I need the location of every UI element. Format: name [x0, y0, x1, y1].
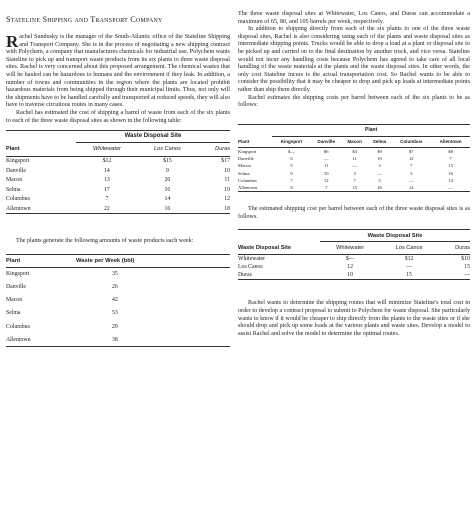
- table-cell: —: [406, 264, 412, 271]
- table-cell: 16: [164, 205, 171, 212]
- table-cell: 26: [112, 284, 118, 291]
- table4-group-header: Waste Disposal Site: [320, 230, 470, 242]
- table-row: [238, 155, 470, 162]
- table-cell: 3: [378, 163, 381, 169]
- row-label: Danville: [238, 155, 254, 161]
- plant-to-plant-cost-table: [238, 124, 470, 192]
- waste-amount-paragraph: The plants generate the following amounts of waste products each week:: [16, 238, 194, 245]
- table-cell: $4: [352, 148, 357, 154]
- table-row: [238, 177, 470, 184]
- table-row: [6, 267, 230, 280]
- table-cell: 12: [323, 177, 329, 183]
- table-cell: 14: [448, 177, 453, 183]
- table-cell: 42: [112, 297, 118, 304]
- table1-group-header: Waste Disposal Site: [76, 131, 230, 143]
- row-label: Kingsport: [6, 158, 30, 165]
- table-cell: $15: [163, 158, 172, 165]
- table1-header: Plant: [6, 145, 20, 152]
- table4-header: Los Canos: [395, 245, 423, 252]
- table-cell: —: [464, 272, 470, 279]
- site-to-site-cost-table: [238, 229, 470, 280]
- table-cell: 11: [323, 163, 329, 169]
- row-label: Duras: [238, 272, 252, 279]
- table4-header: Whitewater: [336, 245, 365, 252]
- row-label: Macon: [6, 177, 23, 184]
- table3-header: Danville: [317, 139, 336, 145]
- table-cell: 10: [377, 155, 382, 161]
- table-cell: $9: [377, 148, 382, 154]
- table-cell: $12: [404, 256, 414, 263]
- table1-header: Los Canos: [154, 146, 181, 153]
- table-cell: 14: [409, 185, 414, 191]
- table-cell: 11: [224, 177, 230, 184]
- plant-cost-intro-paragraph: Rachel estimates the shipping costs per barrel between each of the six plants to be as follows:: [238, 94, 470, 109]
- table3-group-header: Plant: [272, 124, 470, 136]
- table-row: [238, 255, 470, 263]
- table-cell: 9: [290, 170, 293, 176]
- table-row: [6, 185, 230, 195]
- waste-per-week-table: [6, 254, 230, 347]
- table-cell: 16: [377, 185, 382, 191]
- table-cell: —: [448, 185, 453, 191]
- table-row: [6, 156, 230, 166]
- table-row: [6, 166, 230, 176]
- left-column: [6, 0, 230, 347]
- table-cell: 20: [164, 177, 171, 184]
- row-label: Macon: [238, 163, 251, 169]
- table-cell: 10: [323, 170, 329, 176]
- table-cell: 7: [325, 185, 328, 191]
- table-cell: 29: [112, 323, 118, 330]
- table-cell: $7: [409, 148, 414, 154]
- table-cell: $—: [345, 256, 355, 263]
- table-cell: 18: [224, 205, 230, 212]
- task-paragraph: Rachel wants to determine the shipping routes that will minimize Stateline's total cost in order to develop a contract proposal to submit to Polychem for waste disposal. She particularly wants to know if it would be cheaper to ship directly from the plants to the waste sites or if she should drop and pick up some loads at the various plants and waste sites. Develop a model to assist Rachel and solve the model to determine the optimal routes.: [238, 300, 470, 337]
- table-cell: 12: [347, 264, 354, 271]
- table-row: [6, 175, 230, 185]
- row-label: Columbus: [6, 196, 30, 203]
- table-cell: 15: [406, 272, 412, 279]
- table-cell: 16: [448, 170, 453, 176]
- table-cell: 17: [104, 186, 110, 193]
- row-label: Danville: [6, 167, 26, 174]
- row-label: Macon: [6, 297, 23, 304]
- table3-header: Kingsport: [280, 139, 303, 145]
- table-cell: 16: [164, 186, 171, 193]
- plant-to-site-cost-table: [6, 130, 230, 214]
- table1-header: Duras: [215, 146, 230, 153]
- table-row: [6, 204, 230, 214]
- row-label: Selma: [238, 170, 250, 176]
- table-cell: —: [352, 163, 357, 169]
- table-cell: 22: [104, 205, 110, 212]
- table-cell: 13: [104, 177, 110, 184]
- table-cell: —: [323, 155, 329, 161]
- table-row: [238, 263, 470, 271]
- table-cell: 15: [352, 185, 357, 191]
- row-label: Allentown: [6, 205, 31, 212]
- table-cell: 7: [449, 155, 452, 161]
- table-row: [6, 280, 230, 293]
- table-row: [6, 307, 230, 320]
- table-cell: $6: [323, 148, 329, 154]
- row-label: Whitewater: [238, 256, 266, 263]
- table-cell: —: [409, 177, 414, 183]
- table2-header: Plant: [6, 257, 21, 264]
- table3-header: Columbus: [400, 139, 423, 145]
- table-row: [238, 147, 470, 154]
- table-cell: 15: [448, 163, 453, 169]
- table-row: [6, 320, 230, 333]
- table-cell: 10: [224, 167, 230, 174]
- table-row: [238, 184, 470, 191]
- table-cell: —: [377, 170, 382, 176]
- table-cell: $12: [102, 158, 112, 165]
- table-cell: 5: [290, 163, 293, 169]
- table4-header: Waste Disposal Site: [238, 245, 291, 251]
- table-cell: 14: [104, 167, 110, 174]
- table-cell: $10: [461, 256, 470, 263]
- table-cell: 14: [164, 196, 171, 203]
- drop-cap: R: [6, 32, 19, 51]
- table-cell: 15: [464, 264, 470, 271]
- table-cell: $17: [221, 158, 230, 165]
- row-label: Kingsport: [238, 148, 257, 154]
- table-cell: $—: [288, 148, 295, 154]
- case-title: Stateline Shipping and Transport Company: [6, 15, 163, 24]
- row-label: Columbus: [6, 323, 30, 330]
- table-cell: 38: [112, 336, 118, 343]
- capacity-paragraph: The three waste disposal sites at Whitewater, Los Canos, and Duras can accommodate a maximum of 65, 80, and 105 barrels per week, respectively.: [238, 11, 470, 25]
- table-cell: 10: [347, 272, 354, 279]
- right-column: [238, 11, 470, 338]
- row-label: Columbus: [238, 177, 257, 183]
- table-cell: 7: [290, 177, 293, 183]
- table3-header: Allentown: [439, 139, 462, 145]
- row-label: Kingsport: [6, 271, 30, 278]
- table-row: [6, 195, 230, 205]
- table-cell: 7: [105, 196, 109, 203]
- row-label: Allentown: [238, 185, 258, 191]
- table-row: [238, 162, 470, 169]
- table-cell: 7: [353, 177, 356, 183]
- intro-paragraph: Rachel Sundusky is the manager of the South-Atlantic office of the Stateline Shipping and Transport Company. She is in the process of negotiating a new shipping contract with Polychem, a company that manufactures chemicals for industrial use. Polychem wants Stateline to pick up and transport waste products from its six plants to three waste disposal sites. Rachel is very concerned about this proposed arrangement. The chemical wastes that will be hauled can be hazardous to humans and the environment if they leak. In addition, a number of towns and communities in the region where the plants are located prohibit hazardous materials from being shipped through their municipal limits. Thus, not only will the shipments have to be handled carefully and transported at reduced speeds, they will also have to traverse circuitous routes in many cases.: [6, 32, 230, 109]
- table3-header: Macon: [347, 139, 362, 145]
- table-cell: 6: [290, 155, 293, 161]
- table-row: [6, 294, 230, 307]
- table-row: [6, 333, 230, 346]
- table3-header: Plant: [238, 138, 250, 144]
- table3-header: Selma: [372, 139, 387, 145]
- row-label: Selma: [6, 310, 21, 317]
- table-cell: 35: [112, 271, 118, 278]
- intermediate-points-paragraph: In addition to shipping directly from each of the six plants to one of the three waste disposal sites, Rachel is also considering using each of the plants and waste disposal sites as intermediate shipping points. Trucks would be able to drop a load at a plant or disposal site to be picked up and carried on to the final destination by another truck, and vice versa. Stateline would not incur any handling costs because Polychem has agreed to take care of all local handling of the waste materials at the plants and the waste disposal sites. In other words, the only cost Stateline incurs is the actual transportation cost. So Rachel wants to be able to consider the possibility that it may be cheaper to drop and pick up loads at intermediate points rather than ship them directly.: [238, 26, 470, 93]
- table-row: [238, 272, 470, 280]
- row-label: Los Canos: [238, 264, 263, 271]
- table-cell: 8: [290, 185, 293, 191]
- table-cell: 12: [409, 155, 414, 161]
- table-cell: 3: [353, 170, 356, 176]
- table1-header: Whitewater: [92, 146, 121, 153]
- row-label: Selma: [6, 186, 21, 193]
- table-cell: 3: [410, 170, 413, 176]
- table-cell: 53: [112, 310, 118, 317]
- table-cell: $8: [448, 148, 453, 154]
- row-label: Allentown: [6, 336, 31, 343]
- table-cell: 9: [165, 167, 169, 174]
- table4-header: Duras: [455, 245, 470, 252]
- site-cost-intro-paragraph: The estimated shipping cost per barrel between each of the three waste disposal sites is as follows.: [238, 206, 470, 220]
- table-cell: 12: [224, 196, 230, 203]
- table-cell: 7: [410, 163, 413, 169]
- table-cell: 19: [224, 186, 230, 193]
- table-cell: 11: [352, 155, 357, 161]
- table2-header: Waste per Week (bbl): [76, 257, 135, 264]
- row-label: Danville: [6, 284, 26, 291]
- cost-intro-paragraph: Rachel has estimated the cost of shipping a barrel of waste from each of the six plants to each of the three waste disposal sites as shown in the following table:: [6, 109, 230, 124]
- table-cell: 3: [378, 177, 381, 183]
- table-row: [238, 169, 470, 176]
